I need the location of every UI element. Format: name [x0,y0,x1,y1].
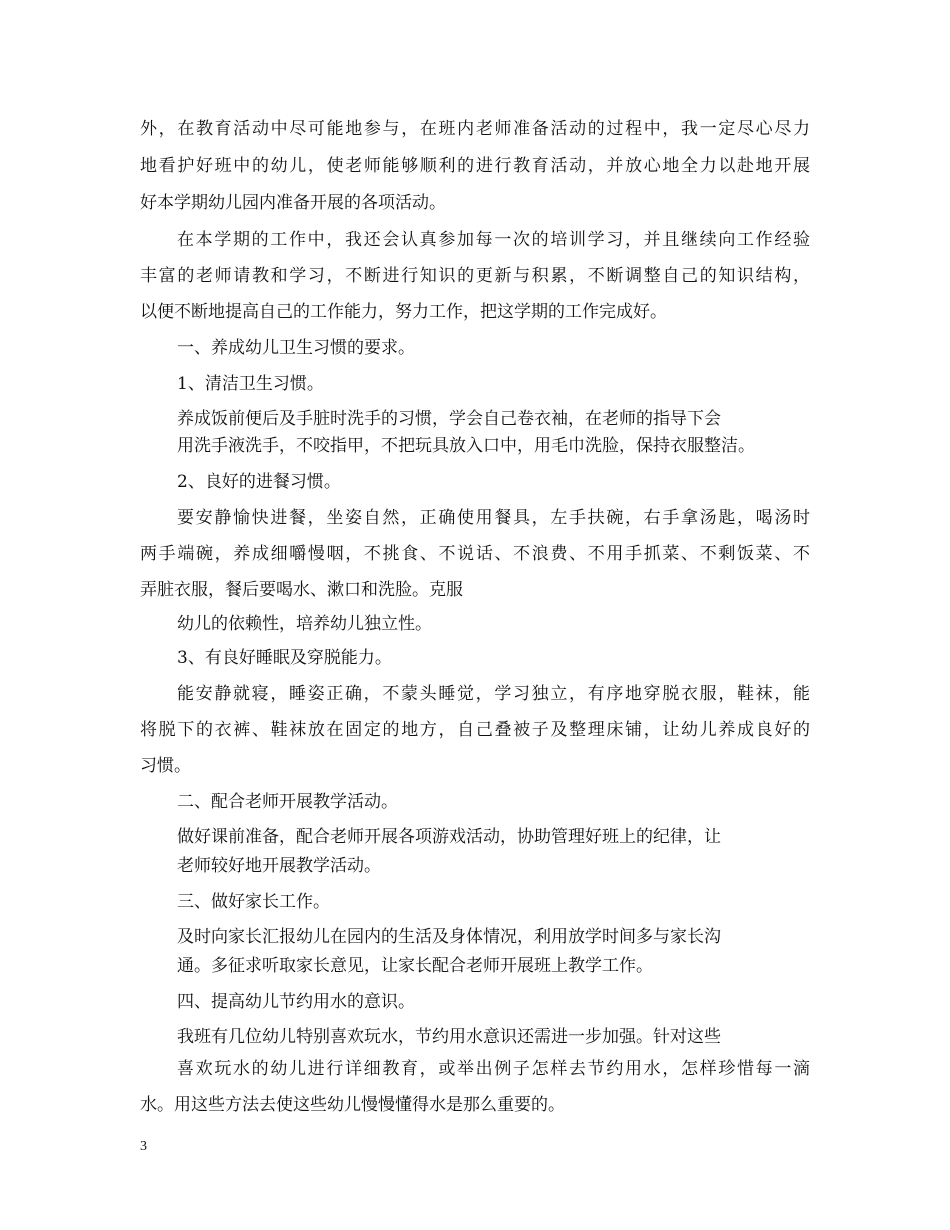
paragraph-line: 地看护好班中的幼儿，使老师能够顺利的进行教育活动，并放心地全力以赴地开展 [140,156,810,176]
paragraph-line: 老师较好地开展教学活动。 [177,856,381,876]
paragraph-line: 以便不断地提高自己的工作能力，努力工作，把这学期的工作完成好。 [140,302,667,322]
paragraph-line: 两手端碗，养成细嚼慢咽，不挑食、不说话、不浪费、不用手抓菜、不剩饭菜、不 [140,544,810,564]
section-heading: 一、养成幼儿卫生习惯的要求。 [177,338,415,358]
subsection-heading: 3、有良好睡眠及穿脱能力。 [177,648,392,668]
paragraph-line: 要安静愉快进餐，坐姿自然，正确使用餐具，左手扶碗，右手拿汤匙，喝汤时 [177,508,810,528]
paragraph-line: 及时向家长汇报幼儿在园内的生活及身体情况，利用放学时间多与家长沟 [177,927,721,947]
paragraph-line: 水。用这些方法去使这些幼儿慢慢懂得水是那么重要的。 [140,1095,565,1115]
paragraph-line: 能安静就寝，睡姿正确，不蒙头睡觉，学习独立，有序地穿脱衣服，鞋袜，能 [177,684,810,704]
paragraph-line: 好本学期幼儿园内准备开展的各项活动。 [140,193,446,213]
paragraph-line: 弄脏衣服，餐后要喝水、漱口和洗脸。克服 [140,580,463,600]
paragraph-line: 将脱下的衣裤、鞋袜放在固定的地方，自己叠被子及整理床铺，让幼儿养成良好的 [140,720,810,740]
paragraph-line: 习惯。 [140,756,191,776]
paragraph-line: 幼儿的依赖性，培养幼儿独立性。 [177,614,432,634]
paragraph-line: 养成饭前便后及手脏时洗手的习惯，学会自己卷衣袖，在老师的指导下会 [177,409,721,429]
paragraph-line: 用洗手液洗手，不咬指甲，不把玩具放入口中，用毛巾洗脸，保持衣服整洁。 [177,436,755,456]
subsection-heading: 1、清洁卫生习惯。 [177,374,324,394]
paragraph-line: 做好课前准备，配合老师开展各项游戏活动，协助管理好班上的纪律，让 [177,827,721,847]
paragraph-line: 在本学期的工作中，我还会认真参加每一次的培训学习，并且继续向工作经验 [177,230,810,250]
page-number: 3 [140,1139,147,1154]
paragraph-line: 喜欢玩水的幼儿进行详细教育，或举出例子怎样去节约用水，怎样珍惜每一滴 [177,1059,810,1079]
paragraph-line: 我班有几位幼儿特别喜欢玩水，节约用水意识还需进一步加强。针对这些 [177,1027,721,1047]
section-heading: 二、配合老师开展教学活动。 [177,792,398,812]
subsection-heading: 2、良好的进餐习惯。 [177,472,341,492]
paragraph-line: 通。多征求听取家长意见，让家长配合老师开展班上教学工作。 [177,956,653,976]
section-heading: 四、提高幼儿节约用水的意识。 [177,992,415,1012]
paragraph-line: 外，在教育活动中尽可能地参与，在班内老师准备活动的过程中，我一定尽心尽力 [140,119,810,139]
paragraph-line: 丰富的老师请教和学习，不断进行知识的更新与积累，不断调整自己的知识结构， [140,266,810,286]
section-heading: 三、做好家长工作。 [177,892,330,912]
